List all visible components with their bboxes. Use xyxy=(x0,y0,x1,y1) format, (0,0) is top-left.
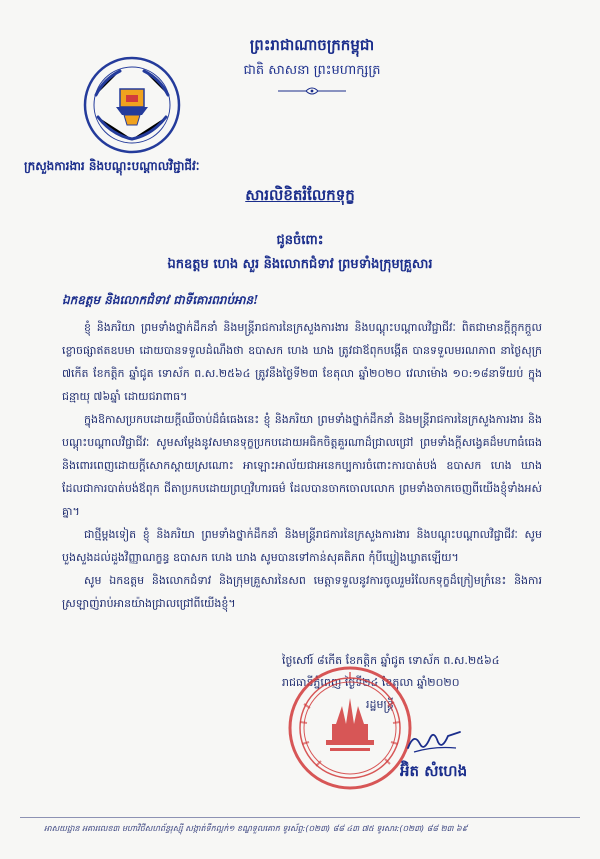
letter-title: សារលិខិតរំលែកទុក្ខ xyxy=(245,186,355,204)
letter-body xyxy=(62,316,542,615)
handwritten-signature xyxy=(404,726,464,756)
footer-address: អាសយដ្ឋាន អគារលេខ៣ មហាវិថីសហព័ន្ធរុស្ស៊ី សង្កាត់ទឹកល្អក់១ ខណ្ឌទួលគោក ទូរស័ព្ទ:(០២៣) ៨៨ ៤៣ ៧៥ ទូរសារ:(០២៣) ៨៨ ២៣ ៦៩ xyxy=(44,824,468,833)
recipient-line: ឯកឧត្តម ហេង សួរ និងលោកជំទាវ ព្រមទាំងក្រុមគ្រួសារ xyxy=(167,257,433,272)
official-seal-stamp xyxy=(286,664,414,792)
body-paragraph-4: សូម ឯកឧត្តម និងលោកជំទាវ និងក្រុមគ្រួសារនៃសព មេត្តាទទួលនូវការចូលរួមរំលែកទុក្ខដ៏ក្រៀមក្រំនេះ និងការស្រឡាញ់រាប់អានយ៉ាងជ្រាលជ្រៅពីយើងខ្ញុំ។ xyxy=(62,574,542,610)
body-paragraph-3: ជាថ្មីម្តងទៀត ខ្ញុំ និងភរិយា ព្រមទាំងថ្នាក់ដឹកនាំ និងមន្ត្រីរាជការនៃក្រសួងការងារ និងបណ្តុះបណ្តាលវិជ្ជាជីវៈ សូមបួងសួងដល់ដួងវិញ្ញាណក្ខន្ធ ឧបាសក ហេង ឃាង សូមបានទៅកាន់សុគតិភព កុំបីឃ្លៀងឃ្លាតឡើយ។ xyxy=(62,528,542,564)
ministry-name: ក្រសួងការងារ និងបណ្តុះបណ្តាលវិជ្ជាជីវៈ xyxy=(24,159,200,173)
footer-divider xyxy=(20,817,580,818)
ministry-logo xyxy=(82,55,182,155)
body-paragraph-1: ខ្ញុំ និងភរិយា ព្រមទាំងថ្នាក់ដឹកនាំ និងមន្ត្រីរាជការនៃក្រសួងការងារ និងបណ្តុះបណ្តាលវិជ្ជាជីវៈ ពិតជាមានក្តីក្តុកក្តួលខ្លោចផ្សាឥតឧបមា ដោយបានទទួលដំណឹងថា ឧបាសក ហេង ឃាង ត្រូវជាឪពុកបង្កើត បានទទួលមរណភាព នាថ្ងៃសុក្រ ៧កើត ខែកត្តិក ឆ្នាំជូត ទោស័ក ព.ស.២៥៦៤ ត្រូវនឹងថ្ងៃទី២៣ ខែតុលា ឆ្នាំ២០២០ វេលាម៉ោង ១០:១៨នាទីយប់ ក្នុងជន្មាយុ ៧៦ឆ្នាំ ដោយជរាពាធ។ xyxy=(62,321,542,403)
body-paragraph-2: ក្នុងឱកាសប្រកបដោយក្តីឈឺចាប់ដ៏ធំធេងនេះ ខ្ញុំ និងភរិយា ព្រមទាំងថ្នាក់ដឹកនាំ និងមន្ត្រីរាជការនៃក្រសួងការងារ និងបណ្តុះបណ្តាលវិជ្ជាជីវៈ សូមសម្តែងនូវសមានទុក្ខប្រកបដោយអធិកចិត្តគួរណាដ៏ជ្រាលជ្រៅ ព្រមទាំងក្តីសង្វេគដ៏មហាធំធេង និងពោរពេញដោយក្តីសោកស្តាយស្រណោះ អាឡោះអាល័យជាអនេកប្បការចំពោះការបាត់បង់ ឧបាសក ហេង ឃាង ដែលជាការបាត់បង់ឪពុក ជីតាប្រកបដោយព្រហ្មវិហារធម៌ ដែលបានចាកចោលលោក ព្រមទាំងចាកចេញពីយើងខ្ញុំទាំងអស់គ្នា។ xyxy=(62,413,542,518)
signer-name: អ៊ិត សំហេង xyxy=(400,762,468,780)
solar-date: រាជធានីភ្នំពេញ ថ្ងៃទី២៤ ខែតុលា ឆ្នាំ២០២០ xyxy=(282,676,460,689)
to-label: ជូនចំពោះ xyxy=(276,233,324,248)
salutation: ឯកឧត្តម និងលោកជំទាវ ជាទីគោរពរាប់អាន! xyxy=(62,293,259,307)
lunar-date: ថ្ងៃសៅរ៍ ៨កើត ខែកត្តិក ឆ្នាំជូត ទោស័ក ព.ស.២៥៦៤ xyxy=(282,654,500,667)
minister-title: រដ្ឋមន្ត្រី xyxy=(366,698,394,711)
ornament-divider xyxy=(276,86,348,96)
kingdom-heading: ព្រះរាជាណាចក្រកម្ពុជា xyxy=(249,36,375,54)
national-motto: ជាតិ សាសនា ព្រះមហាក្សត្រ xyxy=(243,63,381,78)
